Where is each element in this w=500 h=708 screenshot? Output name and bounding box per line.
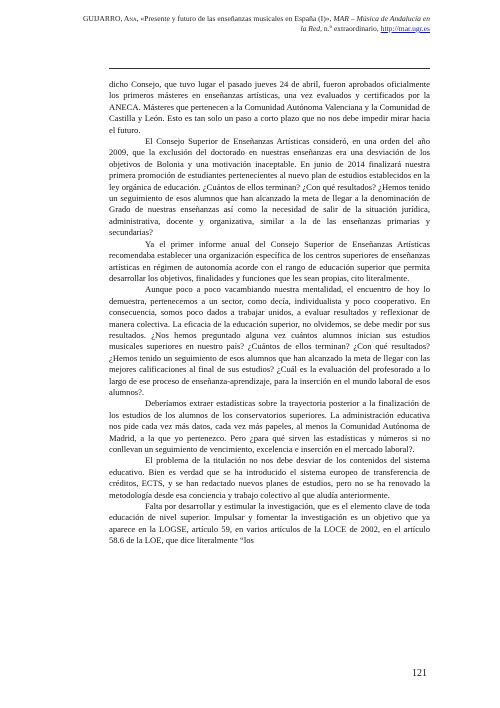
header-author: GUIJARRO, Ana, — [82, 14, 139, 23]
header-issue: n.º extraordinario, — [321, 24, 379, 33]
body-paragraph: Deberíamos extraer estadísticas sobre la trayectoria posterior a la finalización de los estudios de los alumnos de los conservatorios superiores. La administración educativa nos pide cada vez más datos, cada vez más papeles, al menos la Comunidad Autónoma de Madrid, a la que yo pertenezco. Pero ¿para qué sirven las estadísticas y números si no conllevan un seguimiento de vencimiento, excelencia e inserción en el mercado laboral?. — [109, 398, 430, 454]
body-paragraph: dicho Consejo, que tuvo lugar el pasado jueves 24 de abril, fueron aprobados oficialmente los primeros másteres en enseñanzas artísticas, una vez evaluados y certificados por la ANECA. Másteres que pertenecen a la Comunidad Autónoma Valenciana y la Comunidad de Castilla y León. Esto es tan solo un paso a corto plazo que no nos debe impedir mirar hacia el futuro. — [109, 79, 430, 135]
body-paragraph: El problema de la titulación no nos debe desviar de los contenidos del sistema educativo. Bien es verdad que se ha introducido el sistema europeo de transferencia de créditos, ECTS, y se han redactado nuevos planes de estudios, pero no se ha renovado la metodología desde esa conciencia y trabajo colectivo al que aludía anteriormente. — [109, 455, 430, 500]
body-paragraph: Falta por desarrollar y estimular la investigación, que es el elemento clave de toda educación de nivel superior. Impulsar y fomentar la investigación es un objetivo que ya aparece en la LOGSE, artículo 59, en varios artículos de la LOCE de 2002, en el artículo 58.6 de la LOE, que dice literalmente “los — [109, 501, 430, 546]
header-journal: MAR – Música de Andalucía en la Red, — [300, 14, 430, 33]
body-paragraph: Aunque poco a poco vacambiando nuestra mentalidad, el encuentro de hoy lo demuestra, pertenecemos a un sector, como decía, individualista y poco cooperativo. En consecuencia, somos poco dados a trabajar unidos, a evaluar resultados y reflexionar de manera colectiva. La eficacia de la educación superior, no olvidemos, se debe medir por sus resultados. ¿Nos hemos preguntado alguna vez cuántos alumnos inician sus estudios musicales superiores en nuestro país? ¿Cuántos de ellos terminan? ¿Con qué resultados? ¿Hemos tenido un seguimiento de esos alumnos que han alcanzado la meta de llegar con las mejores calificaciones al final de sus estudios? ¿Cuál es la evaluación del profesorado a lo largo de ese proceso de enseñanza-aprendizaje, para la inserción en el mundo laboral de esos alumnos?. — [109, 284, 430, 397]
body-paragraph: Ya el primer informe anual del Consejo Superior de Enseñanzas Artísticas recomendaba establecer una organización específica de los centros superiores de enseñanzas artísticas en régimen de autonomía acorde con el rango de educación superior que permita desarrollar los objetivos, finalidades y funciones que les sean propias, cito literalmente. — [109, 238, 430, 283]
header-divider — [109, 68, 430, 69]
header-article-title: «Presente y futuro de las enseñanzas musicales en España (I)», — [138, 14, 332, 23]
header-url-link[interactable]: http://mar.ugr.es — [380, 24, 430, 33]
page-number: 121 — [412, 668, 427, 679]
running-header — [80, 14, 430, 34]
article-body — [109, 79, 430, 547]
body-paragraph: El Consejo Superior de Enseñanzas Artísticas consideró, en una orden del año 2009, que la exclusión del doctorado en nuestras enseñanzas era una desviación de los objetivos de Bolonia y una motivación inaceptable. En junio de 2014 finalizará nuestra primera promoción de estudiantes pertenecientes al nuevo plan de estudios establecidos en la ley orgánica de educación. ¿Cuántos de ellos terminan? ¿Con qué resultados? ¿Hemos tenido un seguimiento de esos alumnos que han alcanzado la meta de llegar a la denominación de Grado de nuestras enseñanzas así como la necesidad de salir de la situación jurídica, administrativa, docente y organizativa, similar a la de las enseñanzas primarias y secundarias? — [109, 136, 430, 238]
